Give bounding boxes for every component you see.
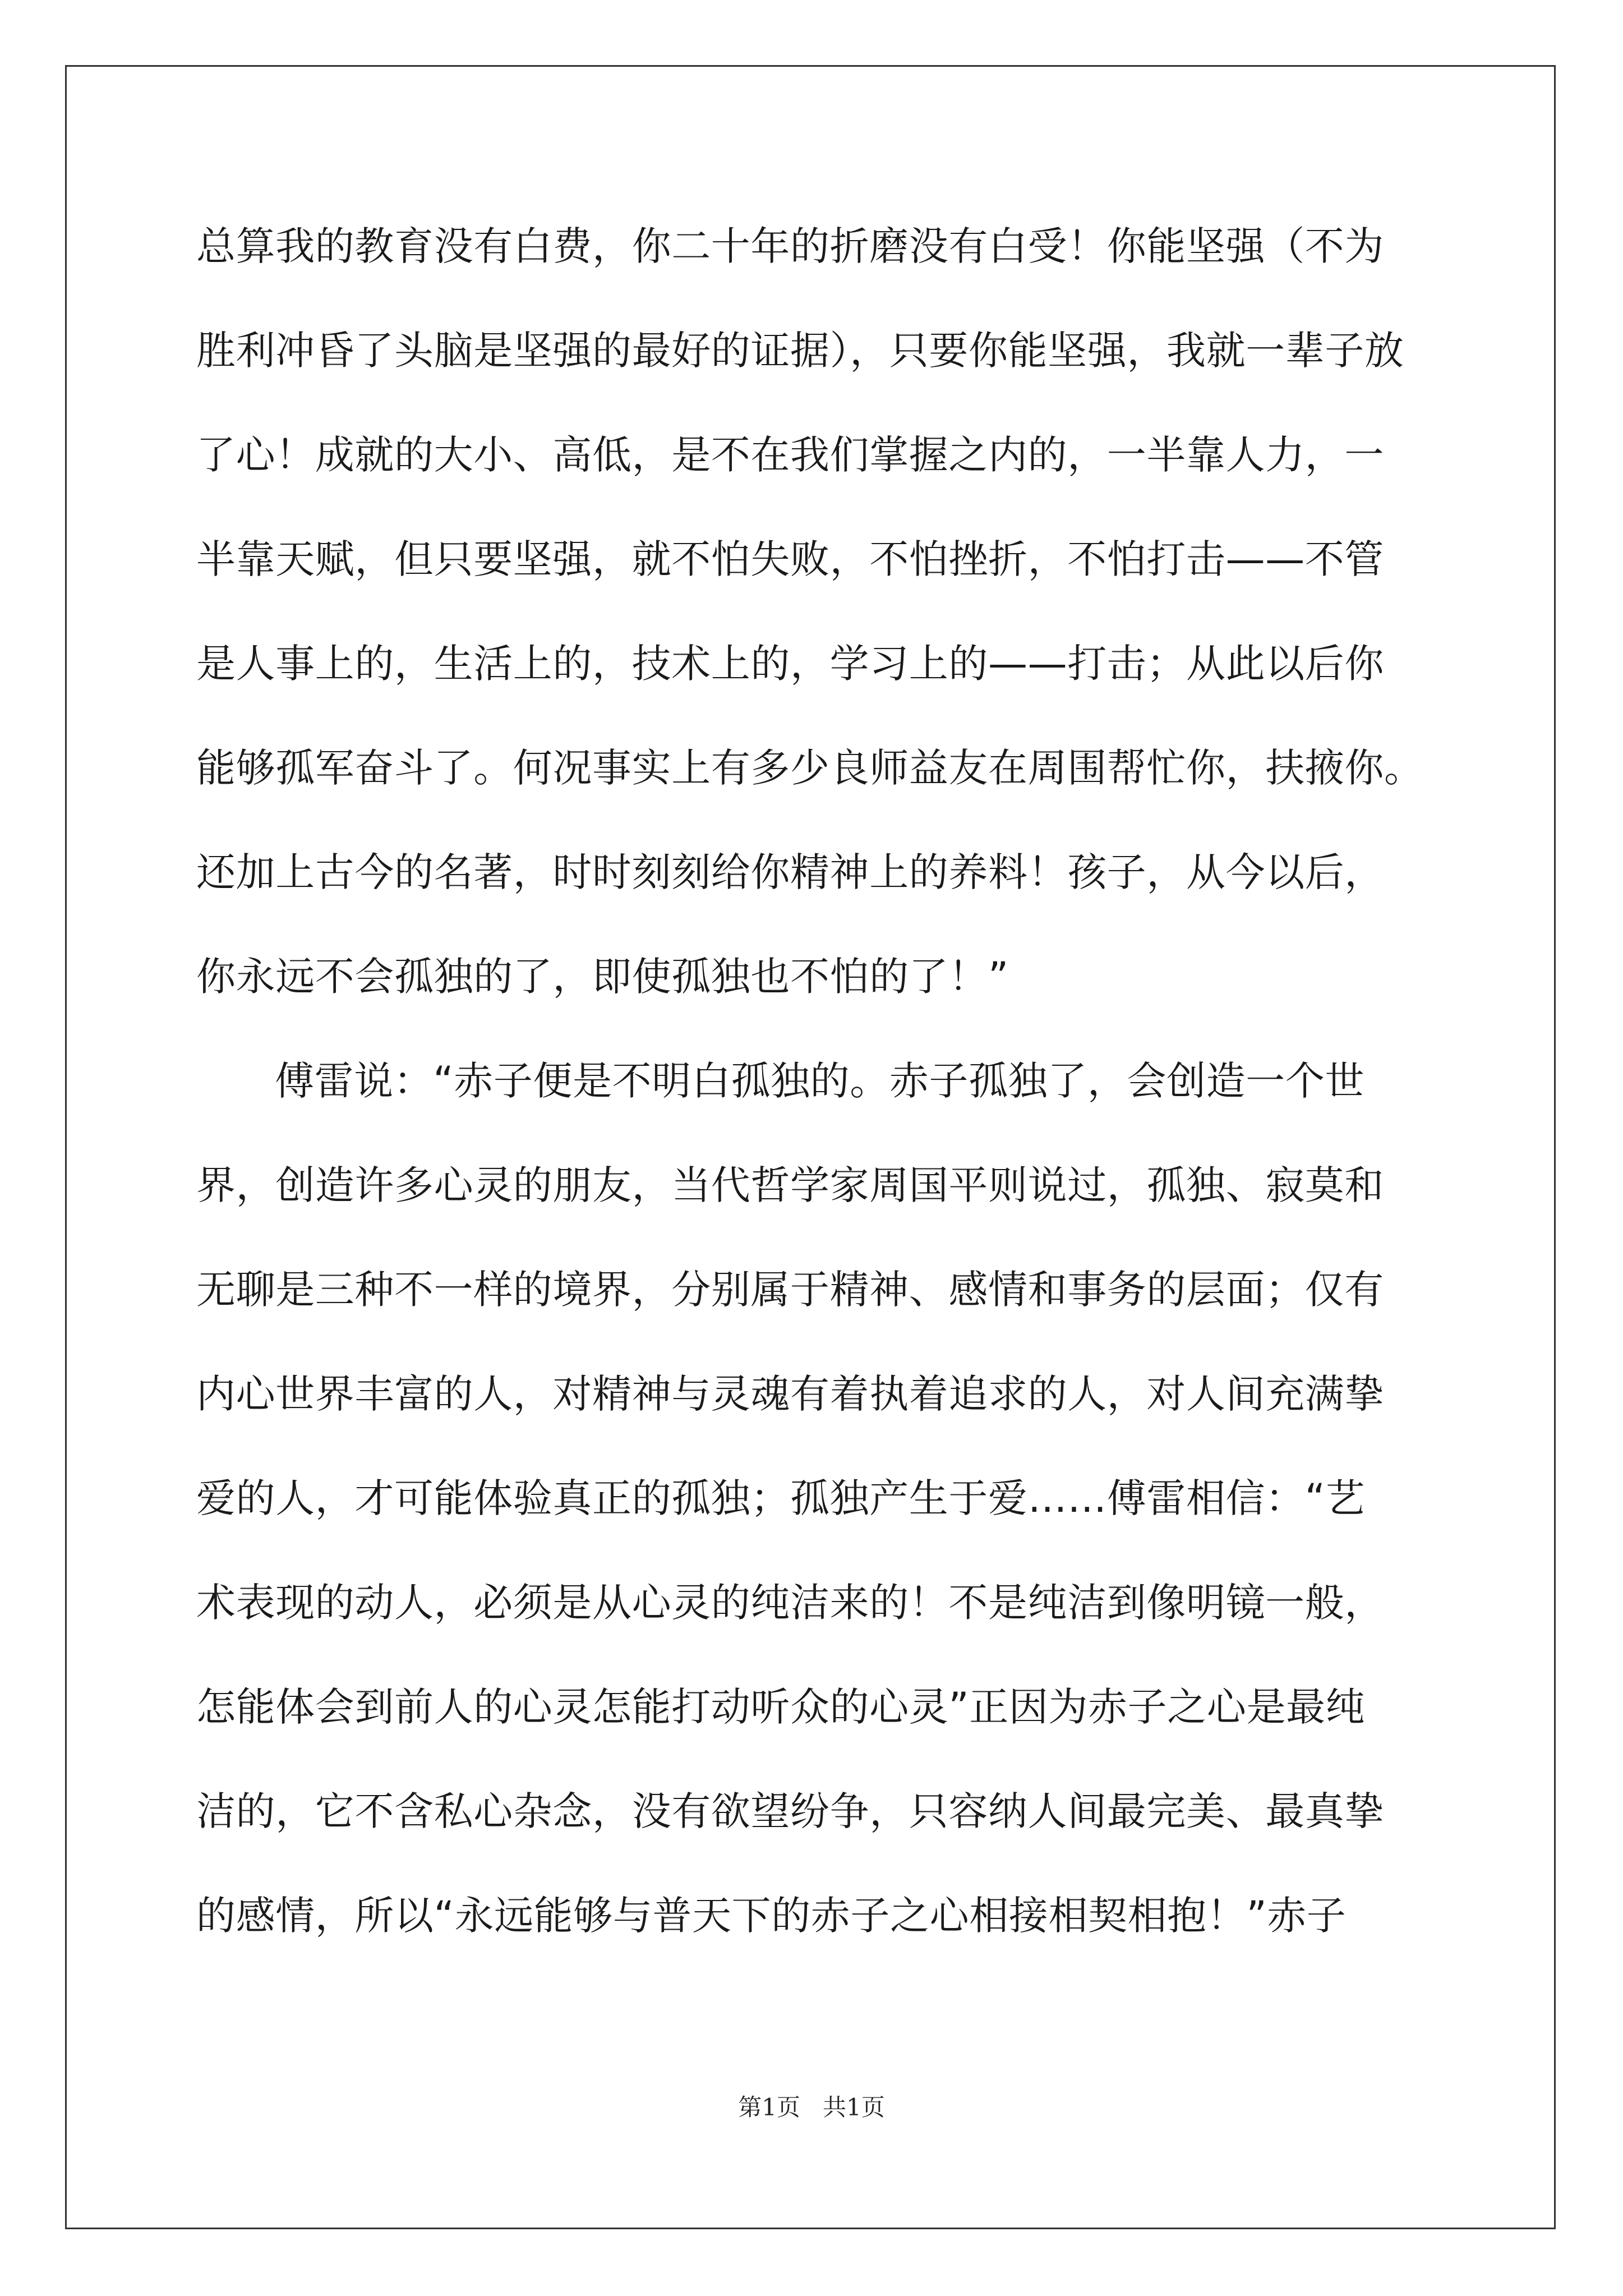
body-line-1: 总算我的教育没有白费，你二十年的折磨没有白受！你能坚强（不为 xyxy=(196,223,1384,269)
body-line-6: 能够孤军奋斗了。何况事实上有多少良师益友在周围帮忙你，扶掖你。 xyxy=(196,745,1424,791)
body-line-17: 的感情，所以“永远能够与普天下的赤子之心相接相契相抱！”赤子 xyxy=(196,1893,1347,1939)
body-line-12: 内心世界丰富的人，对精神与灵魂有着执着追求的人，对人间充满挚 xyxy=(196,1371,1384,1417)
body-line-10: 界，创造许多心灵的朋友，当代哲学家周国平则说过，孤独、寂莫和 xyxy=(196,1162,1384,1208)
body-line-15: 怎能体会到前人的心灵怎能打动听众的心灵”正因为赤子之心是最纯 xyxy=(196,1684,1366,1730)
body-line-5: 是人事上的，生活上的，技术上的，学习上的——打击；从此以后你 xyxy=(196,641,1384,687)
body-line-13: 爱的人，才可能体验真正的孤独；孤独产生于爱……傅雷相信：“艺 xyxy=(196,1475,1366,1521)
body-line-16: 洁的，它不含私心杂念，没有欲望纷争，只容纳人间最完美、最真挚 xyxy=(196,1788,1384,1834)
body-line-11: 无聊是三种不一样的境界，分别属于精神、感情和事务的层面；仅有 xyxy=(196,1267,1384,1313)
body-line-2: 胜利冲昏了头脑是坚强的最好的证据），只要你能坚强，我就一辈子放 xyxy=(196,328,1404,374)
body-line-4: 半靠天赋，但只要坚强，就不怕失败，不怕挫折，不怕打击——不管 xyxy=(196,536,1384,582)
page-number-footer: 第1页 共1页 xyxy=(738,2093,885,2121)
body-line-3: 了心！成就的大小、高低，是不在我们掌握之内的，一半靠人力，一 xyxy=(196,432,1384,478)
body-line-7: 还加上古今的名著，时时刻刻给你精神上的养料！孩子，从今以后， xyxy=(196,849,1384,895)
body-line-14: 术表现的动人，必须是从心灵的纯洁来的！不是纯洁到像明镜一般， xyxy=(196,1580,1384,1626)
body-line-9: 傅雷说：“赤子便是不明白孤独的。赤子孤独了，会创造一个世 xyxy=(275,1058,1365,1104)
body-line-8: 你永远不会孤独的了，即使孤独也不怕的了！” xyxy=(196,954,1009,1000)
